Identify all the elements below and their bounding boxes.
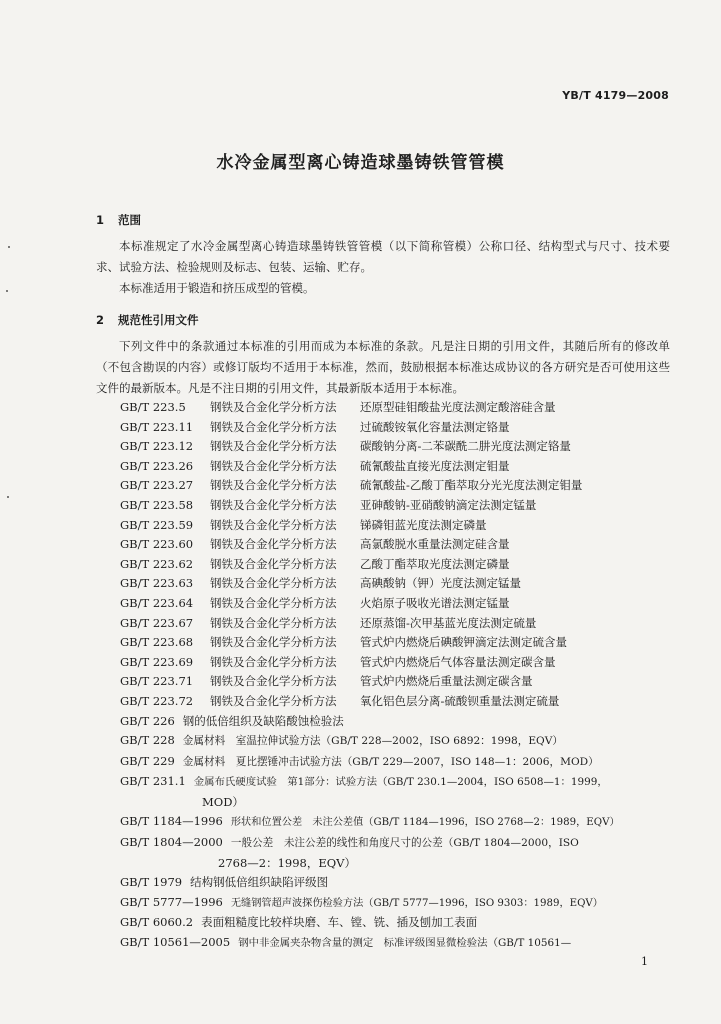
reference-code: GB/T 223.69 (120, 654, 194, 669)
reference-code: GB/T 223.63 (120, 576, 194, 591)
reference-part: 钢铁及合金化学分析方法 (210, 517, 337, 532)
reference-title: 金属材料 夏比摆锤冲击试验方法（GB/T 229—2007，ISO 148—1：2006，MOD） (182, 755, 599, 768)
reference-code: GB/T 226 (120, 713, 175, 728)
reference-code: GB/T 5777—1996 (120, 894, 223, 909)
reference-code: GB/T 223.59 (120, 517, 194, 532)
reference-code: GB/T 223.60 (120, 537, 194, 552)
reference-item (96, 437, 670, 457)
reference-part: 钢铁及合金化学分析方法 (210, 537, 337, 552)
reference-item (96, 574, 670, 594)
reference-code: GB/T 1804—2000 (120, 835, 223, 850)
reference-item (96, 457, 670, 477)
reference-code: GB/T 223.12 (120, 439, 194, 454)
reference-code: GB/T 231.1 (120, 774, 186, 789)
reference-title: 高氯酸脱水重量法测定硅含量 (360, 537, 510, 552)
reference-item (96, 873, 670, 893)
reference-title: 氧化铝色层分离-硫酸钡重量法测定硫量 (360, 693, 560, 708)
reference-title: 碳酸钠分离-二苯碳酰二肼光度法测定铬量 (360, 439, 571, 454)
reference-title: 无缝钢管超声波探伤检验方法（GB/T 5777—1996，ISO 9303：1989，EQV） (230, 897, 603, 909)
reference-title: 还原型硅钼酸盐光度法测定酸溶硅含量 (360, 400, 556, 414)
reference-code: GB/T 229 (120, 753, 175, 768)
reference-title: 锑磷钼蓝光度法测定磷量 (360, 517, 487, 532)
reference-code: GB/T 223.68 (120, 635, 194, 650)
reference-title: 过硫酸铵氧化容量法测定铬量 (360, 419, 510, 434)
reference-part: 钢铁及合金化学分析方法 (210, 400, 337, 414)
reference-item (96, 672, 670, 692)
reference-part: 钢铁及合金化学分析方法 (210, 693, 337, 708)
section-title: 范围 (118, 213, 141, 227)
reference-item (96, 614, 670, 634)
section-1-heading (96, 212, 141, 228)
reference-title: 表面粗糙度比较样块磨、车、镗、铣、插及刨加工表面 (201, 915, 478, 930)
reference-title: 高碘酸钠（钾）光度法测定锰量 (360, 576, 521, 591)
reference-title: 管式炉内燃烧后碘酸钾滴定法测定硫含量 (360, 635, 567, 650)
reference-code: GB/T 223.27 (120, 478, 194, 493)
reference-item (96, 712, 670, 732)
reference-title-continuation: MOD） (202, 794, 244, 809)
reference-item (96, 555, 670, 575)
reference-item (96, 893, 670, 914)
reference-code: GB/T 223.72 (120, 693, 194, 708)
reference-code: GB/T 1184—1996 (120, 814, 223, 829)
reference-item (96, 913, 670, 933)
reference-item (96, 752, 670, 773)
reference-part: 钢铁及合金化学分析方法 (210, 458, 337, 473)
reference-code: GB/T 223.71 (120, 674, 194, 689)
reference-list (96, 398, 670, 954)
reference-title: 亚砷酸钠-亚硝酸钠滴定法测定锰量 (360, 497, 537, 512)
reference-code: GB/T 10561—2005 (120, 935, 231, 950)
reference-title: 一般公差 未注公差的线性和角度尺寸的公差（GB/T 1804—2000，ISO (230, 837, 579, 850)
reference-code: GB/T 223.26 (120, 458, 194, 473)
reference-item (96, 516, 670, 536)
reference-code: GB/T 223.62 (120, 556, 194, 571)
reference-part: 钢铁及合金化学分析方法 (210, 674, 337, 689)
reference-code: GB/T 223.64 (120, 595, 194, 610)
reference-item (96, 594, 670, 614)
reference-title: 硫氰酸盐-乙酸丁酯萃取分光光度法测定钼量 (360, 478, 583, 493)
reference-item (96, 692, 670, 712)
reference-item (96, 653, 670, 673)
reference-part: 钢铁及合金化学分析方法 (210, 478, 337, 493)
reference-part: 钢铁及合金化学分析方法 (210, 635, 337, 650)
reference-title: 还原蒸馏-次甲基蓝光度法测定硫量 (360, 615, 537, 630)
section-number: 2 (96, 313, 105, 327)
reference-item (96, 476, 670, 496)
reference-title: 钢的低倍组织及缺陷酸蚀检验法 (182, 713, 344, 728)
scope-paragraph-2: 本标准适用于锻造和挤压成型的管模。 (119, 281, 315, 295)
reference-code: GB/T 223.67 (120, 615, 194, 630)
reference-code: GB/T 1979 (120, 875, 183, 890)
reference-title: 乙酸丁酯萃取光度法测定磷量 (360, 556, 510, 571)
reference-item (96, 496, 670, 516)
section-number: 1 (96, 213, 105, 227)
reference-item (96, 398, 670, 418)
reference-part: 钢铁及合金化学分析方法 (210, 439, 337, 454)
reference-code: GB/T 228 (120, 733, 175, 748)
reference-item (96, 731, 670, 752)
reference-item (96, 535, 670, 555)
standard-number: YB/T 4179—2008 (562, 89, 669, 102)
reference-code: GB/T 6060.2 (120, 915, 194, 930)
reference-part: 钢铁及合金化学分析方法 (210, 615, 337, 630)
scan-speck (6, 290, 8, 292)
reference-item (96, 418, 670, 438)
reference-item (96, 812, 670, 833)
scan-speck (8, 246, 10, 248)
reference-item (96, 633, 670, 653)
reference-part: 钢铁及合金化学分析方法 (210, 497, 337, 512)
scope-paragraph-1: 本标准规定了水冷金属型离心铸造球墨铸铁管管模（以下简称管模）公称口径、结构型式与尺寸、技术要求、试验方法、检验规则及标志、包装、运输、贮存。 (96, 239, 670, 274)
reference-title: 金属布氏硬度试验 第1部分：试验方法（GB/T 230.1—2004，ISO 6508—1：1999， (193, 776, 608, 789)
scan-speck (7, 496, 9, 498)
reference-code: GB/T 223.58 (120, 497, 194, 512)
page-number: 1 (641, 955, 648, 968)
reference-title-continuation: 2768—2：1998，EQV） (218, 855, 356, 870)
reference-item (96, 772, 670, 812)
document-title: 水冷金属型离心铸造球墨铸铁管管模 (216, 153, 505, 173)
reference-title: 管式炉内燃烧后气体容量法测定碳含量 (360, 654, 556, 669)
reference-title: 钢中非金属夹杂物含量的测定 标准评级图显微检验法（GB/T 10561— (238, 937, 572, 950)
reference-item (96, 933, 670, 954)
reference-title: 形状和位置公差 未注公差值（GB/T 1184—1996，ISO 2768—2：1989，EQV） (230, 817, 620, 829)
reference-title: 结构钢低倍组织缺陷评级图 (190, 875, 329, 890)
reference-part: 钢铁及合金化学分析方法 (210, 556, 337, 571)
reference-part: 钢铁及合金化学分析方法 (210, 576, 337, 591)
section-2-heading (96, 312, 199, 328)
section-title: 规范性引用文件 (118, 313, 199, 327)
reference-code: GB/T 223.11 (120, 419, 194, 434)
references-intro: 下列文件中的条款通过本标准的引用而成为本标准的条款。凡是注日期的引用文件，其随后所有的修改单（不包含勘误的内容）或修订版均不适用于本标准，然而，鼓励根据本标准达成协议的各方研究是否可使用这些文件的最新版本。凡是不注日期的引用文件，其最新版本适用于本标准。 (96, 339, 670, 395)
reference-part: 钢铁及合金化学分析方法 (210, 595, 337, 610)
reference-title: 火焰原子吸收光谱法测定锰量 (360, 595, 510, 610)
reference-title: 金属材料 室温拉伸试验方法（GB/T 228—2002，ISO 6892：1998，EQV） (182, 735, 563, 748)
reference-title: 管式炉内燃烧后重量法测定碳含量 (360, 674, 533, 689)
reference-part: 钢铁及合金化学分析方法 (210, 654, 337, 669)
reference-title: 硫氰酸盐直接光度法测定钼量 (360, 458, 510, 473)
reference-item (96, 833, 670, 873)
reference-part: 钢铁及合金化学分析方法 (210, 419, 337, 434)
reference-code: GB/T 223.5 (120, 400, 186, 414)
